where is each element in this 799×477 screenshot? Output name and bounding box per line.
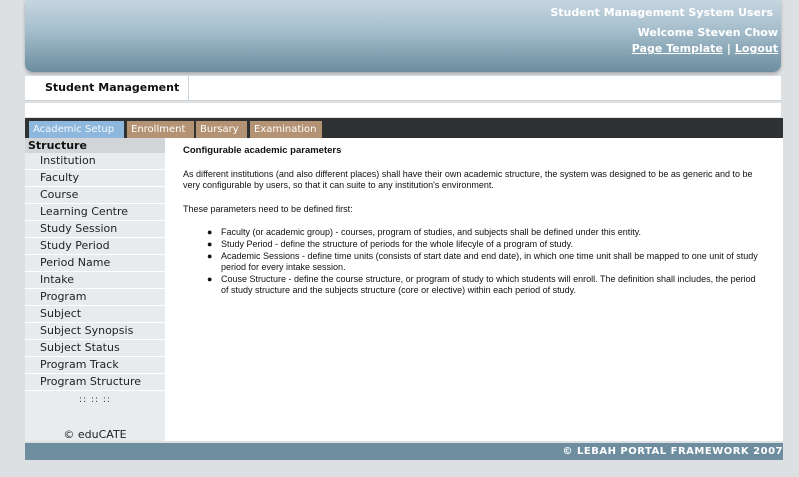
list-item-text: Couse Structure - define the course structure, or program of study to which students will enroll. The definition shall includes, the period of study structure and the subjects structure (core or elective) within each period of study. (221, 274, 756, 295)
sidebar-item-intake[interactable]: Intake (25, 272, 165, 289)
sidebar-item-course[interactable]: Course (25, 187, 165, 204)
list-item-text: Academic Sessions - define time units (consists of start date and end date), in which one time unit shall be mapped to one unit of study period for every intake session. (221, 251, 758, 272)
footer-copyright: © LEBAH PORTAL FRAMEWORK 2007 (562, 446, 783, 457)
bullet-icon: ● (207, 274, 213, 284)
app-header (25, 0, 781, 72)
module-tab-bar (25, 76, 781, 101)
link-separator: | (726, 42, 731, 55)
sidebar-dots: :: :: :: (79, 395, 111, 405)
sidebar-item-program-track[interactable]: Program Track (25, 357, 165, 374)
sidebar-item-program[interactable]: Program (25, 289, 165, 306)
list-item (203, 251, 763, 273)
app-footer (25, 443, 783, 460)
sidebar-item-subject-synopsis[interactable]: Subject Synopsis (25, 323, 165, 340)
content-panel (165, 138, 783, 441)
sidebar-item-subject-status[interactable]: Subject Status (25, 340, 165, 357)
sidebar-item-period-name[interactable]: Period Name (25, 255, 165, 272)
sidebar-item-subject[interactable]: Subject (25, 306, 165, 323)
sidebar-item-faculty[interactable]: Faculty (25, 170, 165, 187)
sidebar-item-learning-centre[interactable]: Learning Centre (25, 204, 165, 221)
sidebar-item-study-period[interactable]: Study Period (25, 238, 165, 255)
menu-bursary[interactable]: Bursary (196, 121, 247, 138)
page-template-link[interactable]: Page Template (631, 42, 723, 55)
content-paragraph-1: As different institutions (and also different places) shall have their own academic structure, the system was designed to be as generic and to be very configurable by users, so that it can suite to any institution's environment. (183, 169, 753, 190)
tab-student-management[interactable]: Student Management (25, 76, 189, 100)
sidebar-copyright: © eduCATE (63, 428, 127, 441)
list-item (203, 227, 763, 238)
bullet-icon: ● (207, 227, 213, 237)
sidebar (25, 138, 165, 441)
sidebar-header: Structure (25, 138, 165, 153)
parameter-list (203, 227, 763, 297)
sidebar-item-program-structure[interactable]: Program Structure (25, 374, 165, 391)
menu-academic-setup[interactable]: Academic Setup (29, 121, 124, 138)
logout-link[interactable]: Logout (734, 42, 778, 55)
list-item (203, 274, 763, 296)
sidebar-item-study-session[interactable]: Study Session (25, 221, 165, 238)
app-title: Student Management System Users (550, 6, 773, 19)
list-item-text: Faculty (or academic group) - courses, program of studies, and subjects shall be defined under this entity. (221, 227, 642, 237)
list-item (203, 239, 763, 250)
sidebar-item-institution[interactable]: Institution (25, 153, 165, 170)
header-links (632, 42, 778, 55)
welcome-message: Welcome Steven Chow (637, 26, 778, 39)
content-title: Configurable academic parameters (183, 145, 342, 156)
bullet-icon: ● (207, 239, 213, 249)
menu-enrollment[interactable]: Enrollment (127, 121, 194, 138)
content-paragraph-2: These parameters need to be defined first: (183, 204, 353, 214)
main-menu-bar (25, 118, 783, 138)
bullet-icon: ● (207, 251, 213, 261)
list-item-text: Study Period - define the structure of periods for the whole lifecyle of a program of study. (221, 239, 574, 249)
spacer-bar (25, 103, 781, 117)
menu-examination[interactable]: Examination (250, 121, 322, 138)
